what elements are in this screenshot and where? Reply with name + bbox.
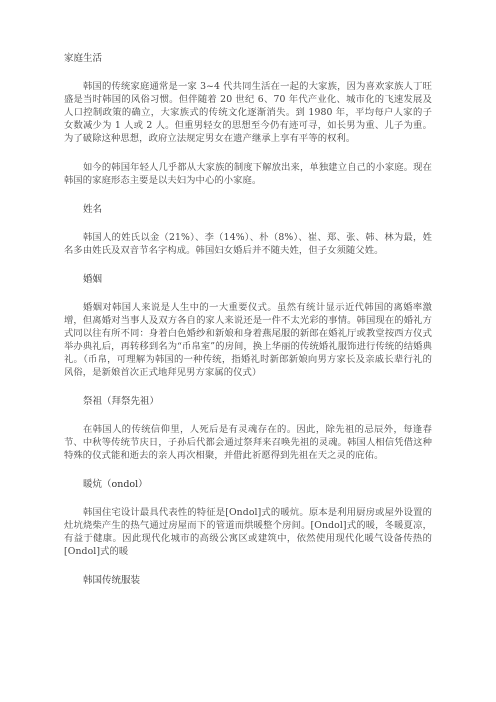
paragraph-ancestor-rites-1: 在韩国人的传统信仰里，人死后是有灵魂存在的。因此，除先祖的忌辰外，每逢春节、中秋等传统节庆日，子孙后代都会通过祭拜来召唤先祖的灵魂。韩国人相信凭借这种特殊的仪式能和逝去的亲人再次相聚，并借此祈愿得到先祖在天之灵的庇佑。 [64, 424, 432, 461]
document-page [64, 52, 432, 587]
section-heading-traditional-clothing: 韩国传统服装 [83, 575, 141, 586]
section-heading-ancestor-rites: 祭祖（拜祭先祖） [83, 396, 160, 407]
paragraph-ondol-1: 韩国住宅设计最具代表性的特征是[Ondol]式的暖炕。原本是利用厨房或屋外设置的灶坑烧柴产生的热气通过房屋而下的管道而烘暖整个房间。[Ondol]式的暖，冬暖夏凉，有益于健康。因此现代化城市的高级公寓区或建筑中，依然使用现代化暖气设备传热的[Ondol]式的暖 [64, 507, 432, 557]
paragraph-family-life-2: 如今的韩国年轻人几乎都从大家族的制度下解放出来，单独建立自己的小家庭。现在韩国的家庭形态主要是以夫妇为中心的小家庭。 [64, 162, 432, 186]
section-heading-marriage: 婚姻 [83, 274, 103, 285]
section-heading-family-life: 家庭生活 [64, 53, 103, 64]
section-heading-names: 姓名 [83, 204, 103, 215]
paragraph-marriage-1: 婚姻对韩国人来说是人生中的一大重要仪式。虽然有统计显示近代韩国的离婚率激增，但离婚对当事人及双方各自的家人来说还是一件不太光彩的事情。韩国现在的婚礼方式同以往有所不同：身着白色婚纱和新娘和身着燕尾服的新郎在婚礼厅或教堂按西方仪式举办典礼后，再转移到名为“币帛室”的房间，换上华丽的传统婚礼服饰进行传统的结婚典礼。（币帛，可理解为韩国的一种传统，指婚礼时新郎新娘向男方家长及亲戚长辈行礼的风俗，是新娘首次正式地拜见男方家属的仪式） [64, 302, 432, 378]
paragraph-family-life-1: 韩国的传统家庭通常是一家 3~4 代共同生活在一起的大家族，因为喜欢家族人丁旺盛是当时韩国的风俗习惯。但伴随着 20 世纪 6、70 年代产业化、城市化的飞速发展及人口控制政策的确立，大家族式的传统文化逐渐消失。到 1980 年，平均每户人家的子女数减少为 1 人或 2 人。但重男轻女的思想至今仍有迹可寻，如长男为重、儿子为重。为了破除这种思想，政府立法规定男女在遗产继承上享有平等的权利。 [64, 81, 432, 144]
section-heading-ondol: 暖炕（ondol） [83, 479, 148, 490]
paragraph-names-1: 韩国人的姓氏以金（21%）、李（14%）、朴（8%）、崔、郑、张、韩、林为最，姓名多由姓氏及双音节名字构成。韩国妇女婚后并不随夫姓，但子女须随父姓。 [64, 232, 432, 256]
